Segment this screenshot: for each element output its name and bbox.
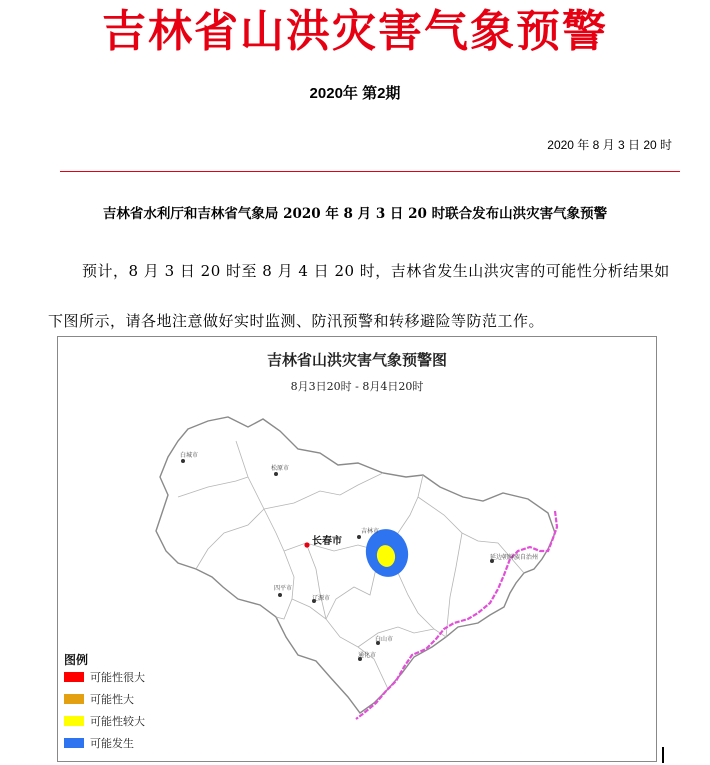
header-divider (60, 171, 680, 172)
legend-swatch-very-high (64, 672, 84, 682)
legend-item (64, 736, 134, 750)
warning-map (57, 336, 657, 762)
legend-swatch-high (64, 694, 84, 704)
text-cursor (662, 747, 664, 763)
legend-label: 可能性很大 (90, 672, 145, 684)
issue-date: 2020 年 8 月 3 日 20 时 (547, 138, 672, 152)
page-title: 吉林省山洪灾害气象预警 (102, 6, 608, 57)
bulletin-body: 预计，8 月 3 日 20 时至 8 月 4 日 20 时，吉林省发生山洪灾害的可能性分析结果如下图所示，请各地注意做好实时监测、防汛预警和转移避险等防范工作。 (48, 262, 670, 330)
city-label-baishan: 白山市 (375, 637, 394, 643)
province-outline (156, 417, 555, 713)
legend-swatch-fairly-high (64, 716, 84, 726)
legend-item (64, 714, 145, 728)
city-label-yanbian: 延边朝鲜族自治州 (490, 555, 539, 561)
city-label-siping: 四平市 (274, 586, 293, 592)
map-title: 吉林省山洪灾害气象预警图 (266, 351, 447, 369)
city-label-capital: 长春市 (312, 536, 342, 547)
map-period: 8月3日20时 - 8月4日20时 (290, 380, 424, 393)
bulletin-subtitle: 吉林省水利厅和吉林省气象局 2020 年 8 月 3 日 20 时联合发布山洪灾害气象预警 (102, 206, 608, 222)
city-label-liaoyuan: 辽源市 (312, 596, 331, 602)
legend-title: 图例 (64, 653, 89, 667)
legend-swatch-possible (64, 738, 84, 748)
issue-number: 2020年 第2期 (309, 85, 401, 102)
city-label-tonghua: 通化市 (358, 653, 377, 659)
legend-label: 可能性较大 (90, 716, 145, 728)
capital-marker (304, 542, 309, 547)
legend-label: 可能发生 (90, 738, 134, 750)
city-label-baicheng: 白城市 (180, 453, 199, 459)
legend-label: 可能性大 (90, 694, 134, 706)
city-label-songyuan: 松原市 (271, 466, 290, 472)
legend-item (64, 692, 134, 706)
legend-item (64, 670, 145, 684)
province-map-svg (58, 337, 656, 761)
city-label-jilin: 吉林市 (361, 529, 380, 535)
